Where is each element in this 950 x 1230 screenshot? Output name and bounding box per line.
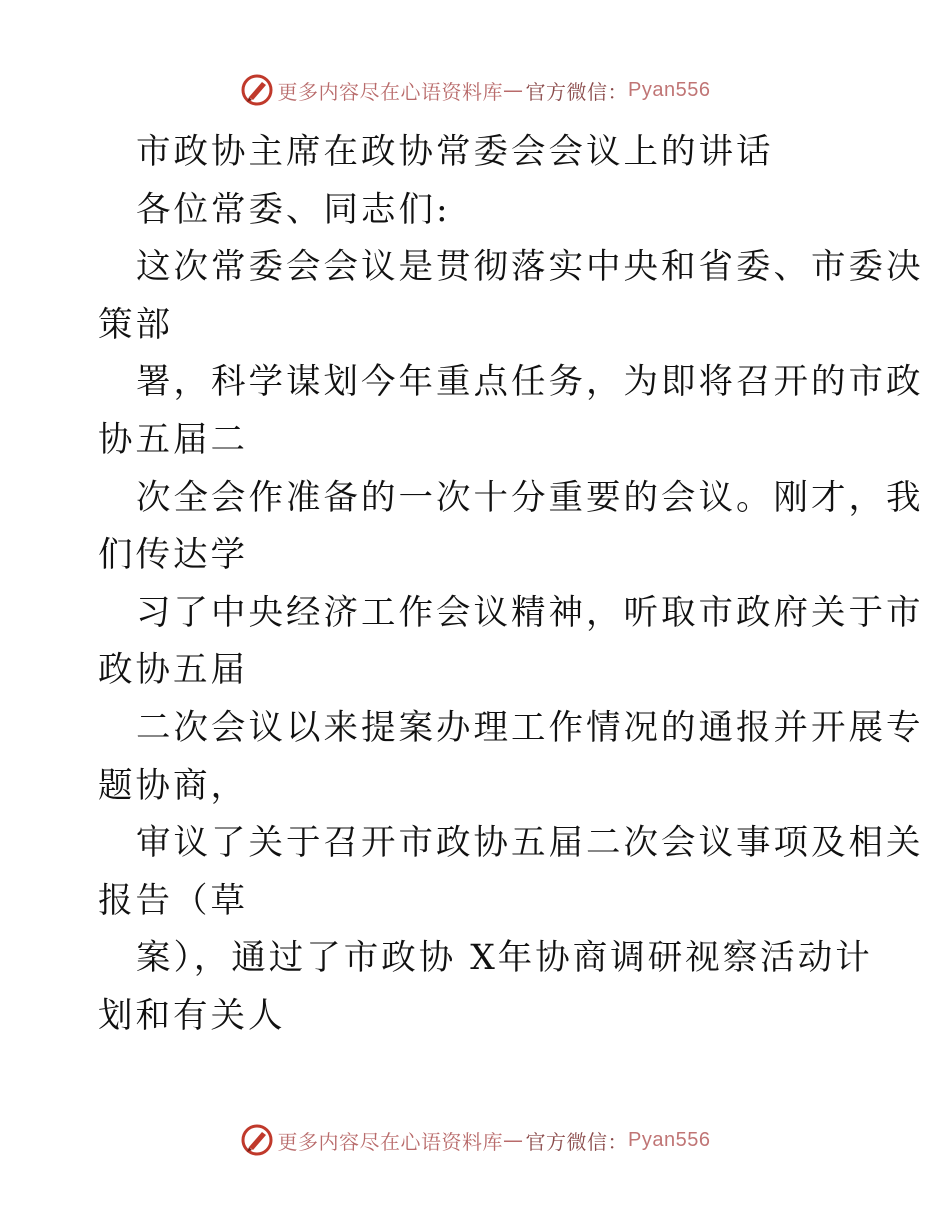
salutation: 各位常委、同志们: <box>136 189 451 230</box>
paragraph-line: 划和有关人 <box>98 995 286 1036</box>
paragraph-line: 题协商， <box>98 765 248 806</box>
document-title: 市政协主席在政协常委会会议上的讲话 <box>136 132 774 172</box>
pen-logo-icon <box>240 1123 274 1157</box>
paragraph-line: 二次会议以来提案办理工作情况的通报并开展专 <box>136 707 924 748</box>
watermark-wechat-id: Pyan556 <box>628 78 711 101</box>
watermark-banner-top <box>0 70 950 110</box>
watermark-dash: — <box>503 78 524 102</box>
watermark-wechat-label: 官方微信： <box>525 1129 629 1154</box>
paragraph-line: 习了中央经济工作会议精神，听取市政府关于市 <box>136 592 924 633</box>
watermark-wechat-label: 官方微信： <box>525 79 629 104</box>
paragraph-line: 们传达学 <box>98 535 248 576</box>
watermark-text: 更多内容尽在心语资料库 <box>277 79 504 104</box>
paragraph-line: 署，科学谋划今年重点任务，为即将召开的市政 <box>136 362 924 403</box>
document-body <box>98 124 924 1046</box>
watermark-wechat-id: Pyan556 <box>628 1128 711 1151</box>
paragraph-line: 这次常委会会议是贯彻落实中央和省委、市委决 <box>136 247 924 288</box>
paragraph-line: 政协五届 <box>98 650 248 691</box>
paragraph-line: 策部 <box>98 304 173 345</box>
paragraph-line: 案），通过了市政协 X年协商调研视察活动计 <box>136 938 873 979</box>
paragraph-line: 次全会作准备的一次十分重要的会议。刚才，我 <box>136 477 924 518</box>
paragraph-line: 报告（草 <box>98 880 248 921</box>
watermark-text: 更多内容尽在心语资料库 <box>277 1129 504 1154</box>
paragraph-line: 审议了关于召开市政协五届二次会议事项及相关 <box>136 823 924 864</box>
pen-logo-icon <box>240 73 274 107</box>
watermark-banner-bottom <box>0 1120 950 1160</box>
paragraph-line: 协五届二 <box>98 419 248 460</box>
watermark-dash: — <box>503 1128 524 1152</box>
